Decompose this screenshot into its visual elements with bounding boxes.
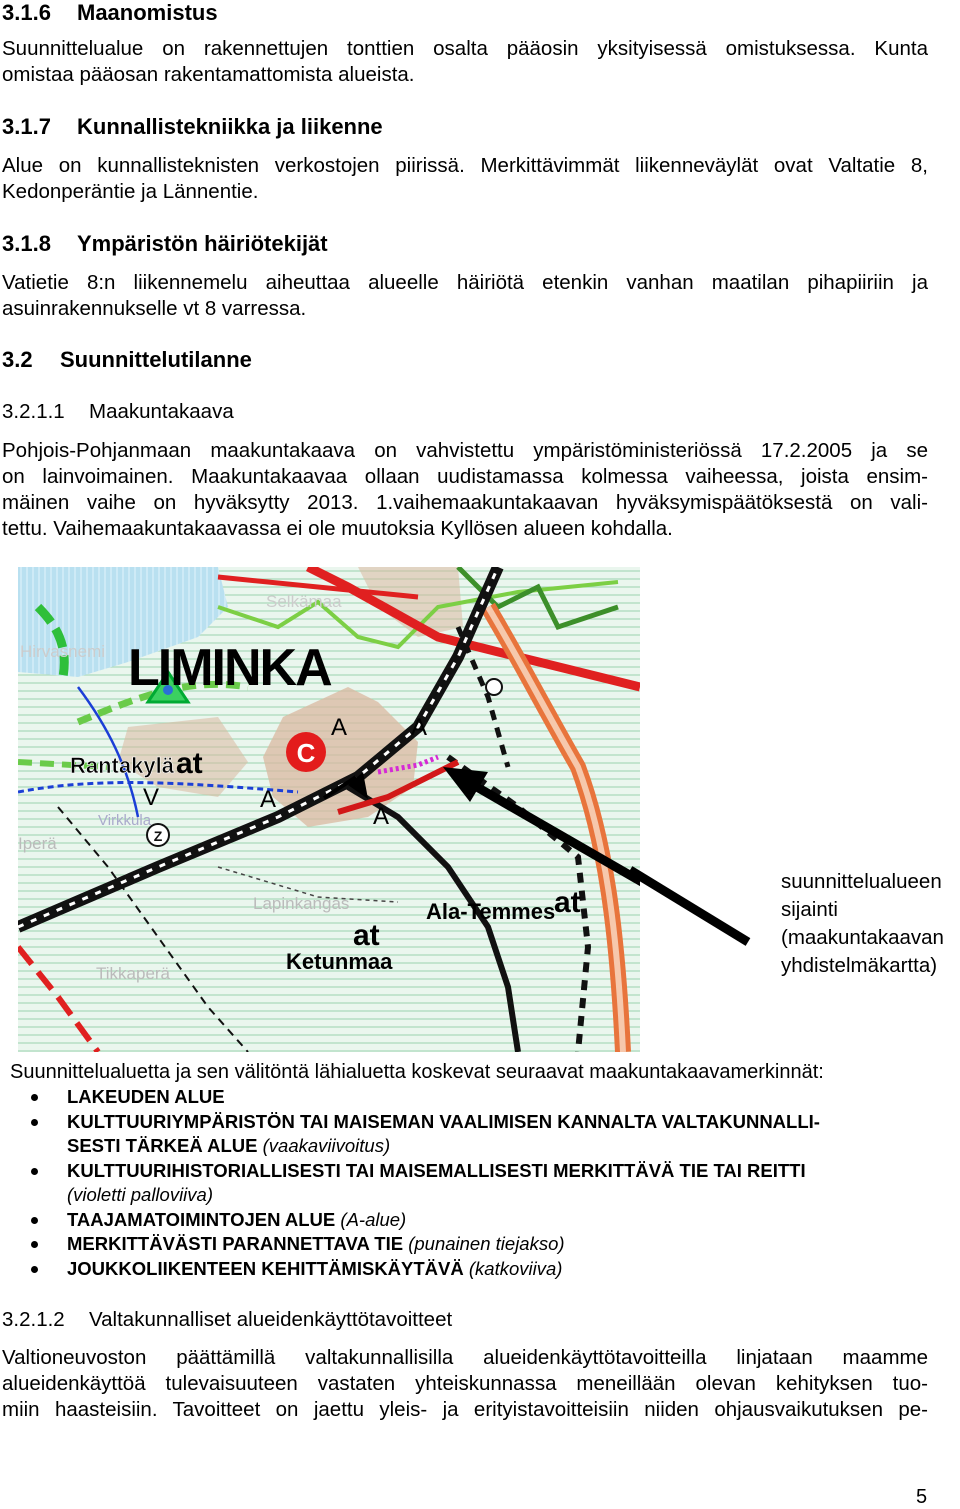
paragraph-line: mäinen vaihe on hyväksytty 2013. 1.vaihemaakuntakaavan hyväksymispäätöksestä on vali- bbox=[2, 491, 928, 514]
paragraph-alueidenkayttotavoitteet bbox=[2, 1345, 928, 1423]
heading-3-1-6 bbox=[2, 0, 218, 26]
map-label-at: at bbox=[353, 919, 380, 952]
location-arrow-tail bbox=[630, 850, 755, 950]
map-label-a: A bbox=[260, 786, 277, 813]
heading-3-2-1-2 bbox=[2, 1308, 452, 1332]
map-label-hirvasneva: Hirvasnemi bbox=[20, 642, 106, 661]
bullet-icon bbox=[31, 1094, 38, 1101]
paragraph-kunnallistekniikka bbox=[2, 153, 928, 205]
heading-number: 3.2.1.1 bbox=[2, 400, 65, 423]
map-label-ketunmaa: Ketunmaa bbox=[286, 949, 393, 974]
map-label-at: at bbox=[176, 747, 203, 780]
markings-intro: Suunnittelualuetta ja sen välitöntä lähialuetta koskevat seuraavat maakuntakaavamerkinnät: bbox=[10, 1061, 824, 1083]
map-label-pera: Iperä bbox=[18, 834, 57, 853]
caption-line: sijainti bbox=[781, 898, 838, 921]
paragraph-line: asuinrakennukselle vt 8 varressa. bbox=[2, 297, 307, 320]
heading-title: Maakuntakaava bbox=[89, 400, 234, 423]
bullet-icon bbox=[31, 1241, 38, 1248]
caption-line: (maakuntakaavan bbox=[781, 926, 944, 949]
map-label-virkkula: Virkkula bbox=[98, 812, 152, 829]
heading-number: 3.1.6 bbox=[2, 0, 51, 25]
bullet-icon bbox=[31, 1168, 38, 1175]
list-item: JOUKKOLIIKENTEEN KEHITTÄMISKÄYTÄVÄ (katkoviiva) bbox=[10, 1257, 940, 1282]
paragraph-line: tettu. Vaihemaakuntakaavassa ei ole muutoksia Kyllösen alueen kohdalla. bbox=[2, 517, 673, 540]
paragraph-maanomistus bbox=[2, 36, 928, 88]
bullet-icon bbox=[31, 1266, 38, 1273]
map-label-selkamaa: Selkämaa bbox=[266, 592, 342, 611]
map-node bbox=[486, 679, 502, 695]
map-label-z: Z bbox=[153, 828, 163, 844]
heading-3-1-7 bbox=[2, 114, 383, 140]
paragraph-line: Vatietie 8:n liikennemelu aiheuttaa alueelle häiriötä etenkin vanhan maatilan pihapiiriin ja bbox=[2, 271, 928, 294]
caption-line: suunnittelualueen bbox=[781, 870, 942, 893]
map-label-v: V bbox=[143, 784, 160, 811]
paragraph-line: Pohjois-Pohjanmaan maakuntakaava on vahvistettu ympäristöministeriössä 17.2.2005 ja se bbox=[2, 439, 928, 462]
heading-3-1-8 bbox=[2, 231, 328, 257]
bullet-icon bbox=[31, 1119, 38, 1126]
heading-title: Kunnallistekniikka ja liikenne bbox=[77, 114, 383, 139]
caption-line: yhdistelmäkartta) bbox=[781, 954, 938, 977]
list-item: LAKEUDEN ALUE bbox=[10, 1085, 940, 1110]
heading-number: 3.1.8 bbox=[2, 231, 51, 256]
map-label-at: at bbox=[554, 886, 581, 919]
heading-3-2-1-1 bbox=[2, 400, 234, 424]
map-caption bbox=[781, 868, 944, 980]
map-label-ala-temmes: Ala-Temmes bbox=[426, 899, 556, 924]
map-label-liminka: LIMINKA bbox=[128, 639, 331, 697]
heading-title: Maanomistus bbox=[77, 0, 218, 25]
list-item: KULTTUURIHISTORIALLISESTI TAI MAISEMALLISESTI MERKITTÄVÄ TIE TAI REITTI (violetti palloviiva) bbox=[10, 1159, 940, 1208]
paragraph-maakuntakaava bbox=[2, 438, 928, 542]
paragraph-line: omistaa pääosan rakentamattomista alueista. bbox=[2, 63, 415, 86]
paragraph-line: alueidenkäyttöä tulevaisuuteen vastaten yhteiskunnassa meneillään olevan kehityksen tuo- bbox=[2, 1372, 928, 1395]
map-label-lapinkangas: Lapinkangas bbox=[253, 894, 350, 913]
paragraph-line: Alue on kunnallisteknisten verkostojen piirissä. Merkittävimmät liikenneväylät ovat Valtatie 8, bbox=[2, 154, 928, 177]
list-item: MERKITTÄVÄSTI PARANNETTAVA TIE (punainen tiejakso) bbox=[10, 1232, 940, 1257]
map-label-rantakyla: Rantakylä bbox=[70, 753, 174, 778]
markings-list bbox=[10, 1059, 940, 1281]
regional-plan-map bbox=[18, 567, 640, 1052]
paragraph-line: Valtioneuvoston päättämillä valtakunnallisilla alueidenkäyttötavoitteilla linjataan maamme bbox=[2, 1346, 928, 1369]
heading-title: Valtakunnalliset alueidenkäyttötavoitteet bbox=[89, 1308, 453, 1331]
heading-number: 3.1.7 bbox=[2, 114, 51, 139]
page-number: 5 bbox=[916, 1486, 928, 1508]
heading-3-2 bbox=[2, 347, 252, 373]
paragraph-line: on lainvoimainen. Maakuntakaavaa ollaan uudistamassa kolmessa vaiheessa, joista ensim- bbox=[2, 465, 928, 488]
paragraph-line: miin haasteisiin. Tavoitteet on jaettu yleis- ja erityistavoitteisiin niiden ohjausvaikutuksen pe- bbox=[2, 1398, 928, 1421]
map-label-a: A bbox=[373, 803, 390, 830]
list-item: KULTTUURIYMPÄRISTÖN TAI MAISEMAN VAALIMISEN KANNALTA VALTAKUNNALLI- SESTI TÄRKEÄ ALUE (vaakaviivoitus) bbox=[10, 1110, 940, 1159]
map-label-c: C bbox=[296, 738, 316, 768]
paragraph-line: Kedonperäntie ja Lännentie. bbox=[2, 180, 259, 203]
map-label-a: A bbox=[331, 714, 348, 741]
map-label-tikkapera: Tikkaperä bbox=[96, 964, 171, 983]
list-item: TAAJAMATOIMINTOJEN ALUE (A-alue) bbox=[10, 1208, 940, 1233]
heading-title: Suunnittelutilanne bbox=[60, 347, 252, 372]
map-label-a: A bbox=[411, 714, 428, 741]
paragraph-line: Suunnittelualue on rakennettujen tonttien osalta pääosin yksityisessä omistuksessa. Kunta bbox=[2, 37, 928, 60]
paragraph-hairiotekijat bbox=[2, 270, 928, 322]
heading-number: 3.2.1.2 bbox=[2, 1308, 65, 1331]
heading-number: 3.2 bbox=[2, 347, 33, 372]
heading-title: Ympäristön häiriötekijät bbox=[77, 231, 328, 256]
bullet-icon bbox=[31, 1217, 38, 1224]
